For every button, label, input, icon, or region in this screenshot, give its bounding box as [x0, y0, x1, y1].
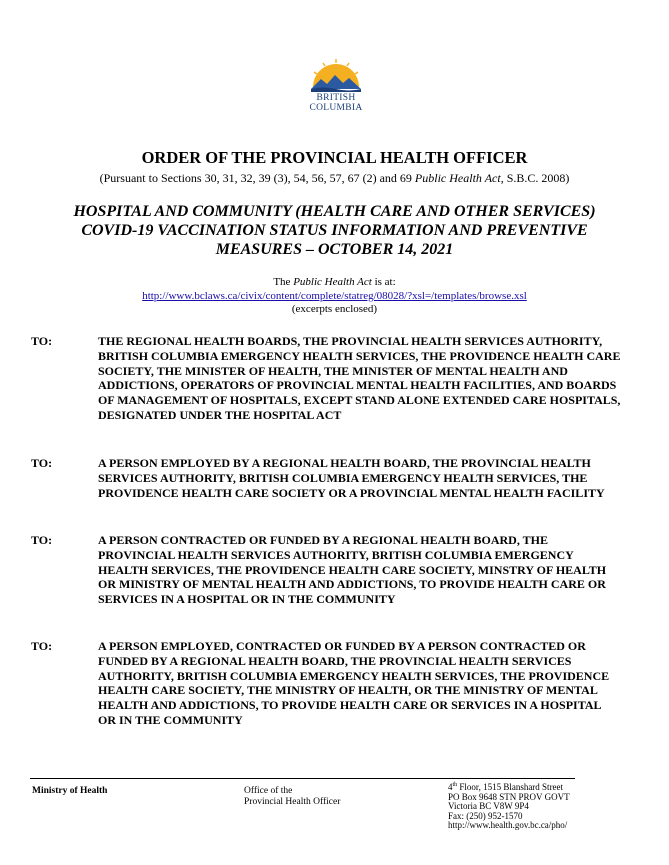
footer-floor-number: 4 — [448, 782, 453, 792]
recipient-block — [31, 456, 621, 500]
recipient-block — [31, 334, 621, 423]
recipient-block — [31, 533, 621, 607]
order-heading: ORDER OF THE PROVINCIAL HEALTH OFFICER — [141, 148, 528, 167]
footer-ministry: Ministry of Health — [32, 786, 108, 796]
recipient-label: TO: — [31, 533, 53, 547]
footer-divider — [30, 778, 575, 779]
recipient-text: THE REGIONAL HEALTH BOARDS, THE PROVINCIAL HEALTH SERVICES AUTHORITY, BRITISH COLUMBIA EMERGENCY HEALTH SERVICES, THE PROVIDENCE HEALTH CARE SOCIETY, THE MINISTER OF HEALTH, THE MINISTER OF MENTAL HEALTH AND ADDICTIONS, OPERATORS OF PROVINCIAL MENTAL HEALTH FACILITIES, AND BOARDS OF MANAGEMENT OF HOSPITALS, EXCEPT STAND ALONE EXTENDED CARE HOSPITALS, DESIGNATED UNDER THE HOSPITAL ACT — [98, 334, 621, 422]
recipient-text: A PERSON EMPLOYED, CONTRACTED OR FUNDED BY A PERSON CONTRACTED OR FUNDED BY A REGIONAL HEALTH BOARD, THE PROVINCIAL HEALTH SERVICES AUTHORITY, BRITISH COLUMBIA EMERGENCY HEALTH SERVICES, THE PROVIDENCE HEALTH CARE SOCIETY, THE MINISTRY OF HEALTH, OR THE MINISTRY OF MENTAL HEALTH AND ADDICTIONS, TO PROVIDE HEALTH CARE OR SERVICES IN A HOSPITAL OR IN THE COMMUNITY — [98, 639, 610, 727]
footer-office-line1: Office of the — [244, 786, 293, 796]
subtitle-suffix: , S.B.C. 2008) — [500, 171, 570, 185]
recipient-text: A PERSON EMPLOYED BY A REGIONAL HEALTH BOARD, THE PROVINCIAL HEALTH SERVICES AUTHORITY, BRITISH COLUMBIA EMERGENCY HEALTH SERVICES, THE PROVIDENCE HEALTH CARE SOCIETY OR A PROVINCIAL MENTAL HEALTH FACILITY — [98, 456, 605, 500]
subtitle-text: (Pursuant to Sections 30, 31, 32, 39 (3), 54, 56, 57, 67 (2) and 69 — [99, 171, 415, 185]
bc-sun-mountains-icon — [309, 57, 363, 93]
recipient-block — [31, 639, 621, 728]
recipient-label: TO: — [31, 639, 53, 653]
footer-fax: Fax: (250) 952-1570 — [448, 810, 523, 821]
act-note — [0, 276, 669, 289]
footer-office-line2: Provincial Health Officer — [244, 797, 341, 807]
logo-text-british: BRITISH — [316, 93, 356, 103]
order-legal-basis — [0, 171, 669, 185]
logo-text-columbia: COLUMBIA — [309, 103, 363, 113]
recipient-text: A PERSON CONTRACTED OR FUNDED BY A REGIONAL HEALTH BOARD, THE PROVINCIAL HEALTH SERVICES AUTHORITY, BRITISH COLUMBIA EMERGENCY HEALTH SERVICES, THE PROVIDENCE HEALTH CARE SOCIETY, MINSTRY OF HEALTH OR MINISTRY OF MENTAL HEALTH AND ADDICTIONS, TO PROVIDE HEALTH CARE OR SERVICES IN A HOSPITAL OR IN THE COMMUNITY — [98, 533, 607, 607]
footer-website-link[interactable]: http://www.health.gov.bc.ca/pho/ — [448, 820, 568, 830]
bc-logo — [303, 57, 369, 117]
act-url-link[interactable]: http://www.bclaws.ca/civix/content/complete/statreg/08028/?xsl=/templates/browse.xsl — [142, 290, 527, 302]
act-note-post: is at: — [371, 276, 396, 288]
footer-floor-suffix: th — [452, 782, 458, 788]
footer-address — [448, 783, 570, 831]
act-note-pre: The — [273, 276, 294, 288]
recipient-label: TO: — [31, 334, 53, 348]
recipient-label: TO: — [31, 456, 53, 470]
footer-office — [244, 786, 340, 808]
footer-address-line3: Victoria BC V8W 9P4 — [448, 801, 529, 811]
footer-street: Floor, 1515 Blanshard Street — [457, 782, 564, 792]
act-excerpts-note: (excerpts enclosed) — [291, 303, 378, 315]
act-note-name: Public Health Act — [293, 276, 372, 288]
subtitle-act-name: Public Health Act — [414, 171, 501, 185]
footer-address-line2: PO Box 9648 STN PROV GOVT — [448, 791, 570, 802]
order-title: HOSPITAL AND COMMUNITY (HEALTH CARE AND OTHER SERVICES) COVID-19 VACCINATION STATUS INFORMATION AND PREVENTIVE MEASURES – OCTOBER 14, 2021 — [73, 203, 596, 258]
